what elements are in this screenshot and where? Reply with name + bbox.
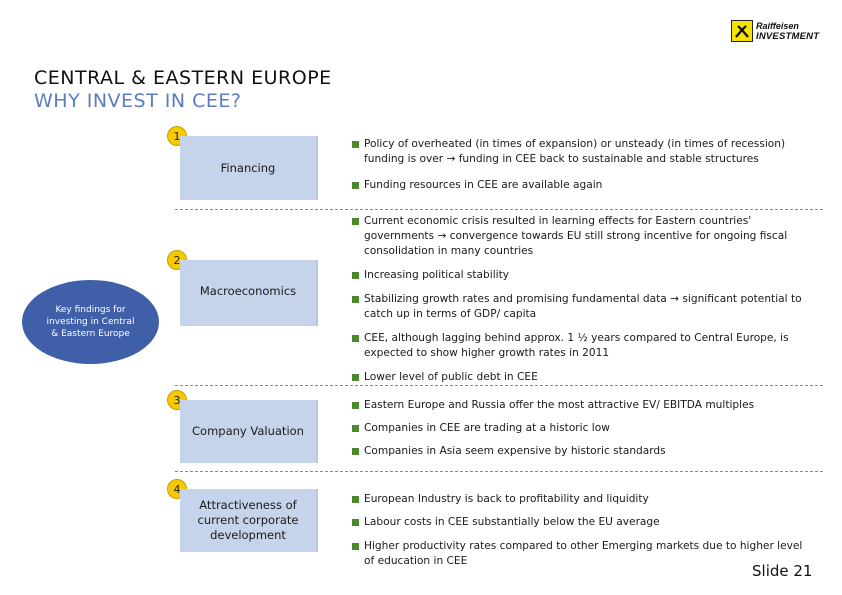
separator-line: [175, 209, 823, 210]
bullet-square-icon: [352, 543, 359, 550]
section-1-number: 1: [167, 126, 187, 146]
bullet-square-icon: [352, 374, 359, 381]
bullet-item: Companies in Asia seem expensive by historic standards: [352, 444, 814, 459]
section-1-label: Financing: [220, 160, 276, 175]
bullet-item: Eastern Europe and Russia offer the most attractive EV/ EBITDA multiples: [352, 398, 814, 413]
section-4-number: 4: [167, 479, 187, 499]
bullet-item: Policy of overheated (in times of expansion) or unsteady (in times of recession) funding is over → funding in CEE back to sustainable and stable structures: [352, 137, 814, 167]
bullet-square-icon: [352, 296, 359, 303]
bullet-square-icon: [352, 182, 359, 189]
bullet-square-icon: [352, 496, 359, 503]
key-findings-ellipse: [22, 280, 159, 364]
bullet-item: Lower level of public debt in CEE: [352, 370, 814, 385]
page-title: CENTRAL & EASTERN EUROPE: [34, 67, 332, 89]
logo-text-investment: INVESTMENT: [756, 31, 820, 42]
bullet-square-icon: [352, 448, 359, 455]
bullet-square-icon: [352, 425, 359, 432]
bullet-item: Increasing political stability: [352, 268, 814, 283]
key-findings-label: Key findings for investing in Central & Eastern Europe: [46, 305, 135, 339]
bullet-square-icon: [352, 335, 359, 342]
section-3-box: [180, 400, 318, 463]
bullet-item: Stabilizing growth rates and promising fundamental data → significant potential to catch up in terms of GDP/ capita: [352, 292, 814, 322]
separator-line: [175, 471, 823, 472]
section-3-number: 3: [167, 390, 187, 410]
bullet-item: Labour costs in CEE substantially below the EU average: [352, 515, 814, 530]
separator-line: [175, 385, 823, 386]
bullet-item: Higher productivity rates compared to other Emerging markets due to higher level of education in CEE: [352, 539, 804, 569]
logo-text-raiffeisen: Raiffeisen: [756, 21, 799, 31]
bullet-square-icon: [352, 272, 359, 279]
raiffeisen-logo: [731, 20, 821, 46]
bullet-item: Companies in CEE are trading at a historic low: [352, 421, 814, 436]
section-4-box: [180, 489, 318, 552]
bullet-item: Current economic crisis resulted in learning effects for Eastern countries' governments → convergence towards EU still strong incentive for ongoing fiscal consolidation in many countries: [352, 214, 814, 259]
section-2-box: [180, 260, 318, 326]
section-2-label: Macroeconomics: [199, 284, 297, 298]
slide-number: Slide 21: [752, 562, 813, 580]
section-4-label: Attractiveness of current corporate development: [197, 498, 299, 542]
section-1-box: [180, 136, 318, 200]
bullet-square-icon: [352, 218, 359, 225]
bullet-square-icon: [352, 519, 359, 526]
bullet-item: CEE, although lagging behind approx. 1 ½ years compared to Central Europe, is expected to show higher growth rates in 2011: [352, 331, 814, 361]
bullet-square-icon: [352, 141, 359, 148]
bullet-item: Funding resources in CEE are available again: [352, 178, 814, 193]
section-3-label: Company Valuation: [192, 424, 304, 438]
bullet-item: European Industry is back to profitability and liquidity: [352, 492, 814, 507]
raiffeisen-emblem-icon: [731, 20, 753, 42]
page-subtitle: WHY INVEST IN CEE?: [34, 90, 242, 112]
section-2-number: 2: [167, 250, 187, 270]
bullet-square-icon: [352, 402, 359, 409]
